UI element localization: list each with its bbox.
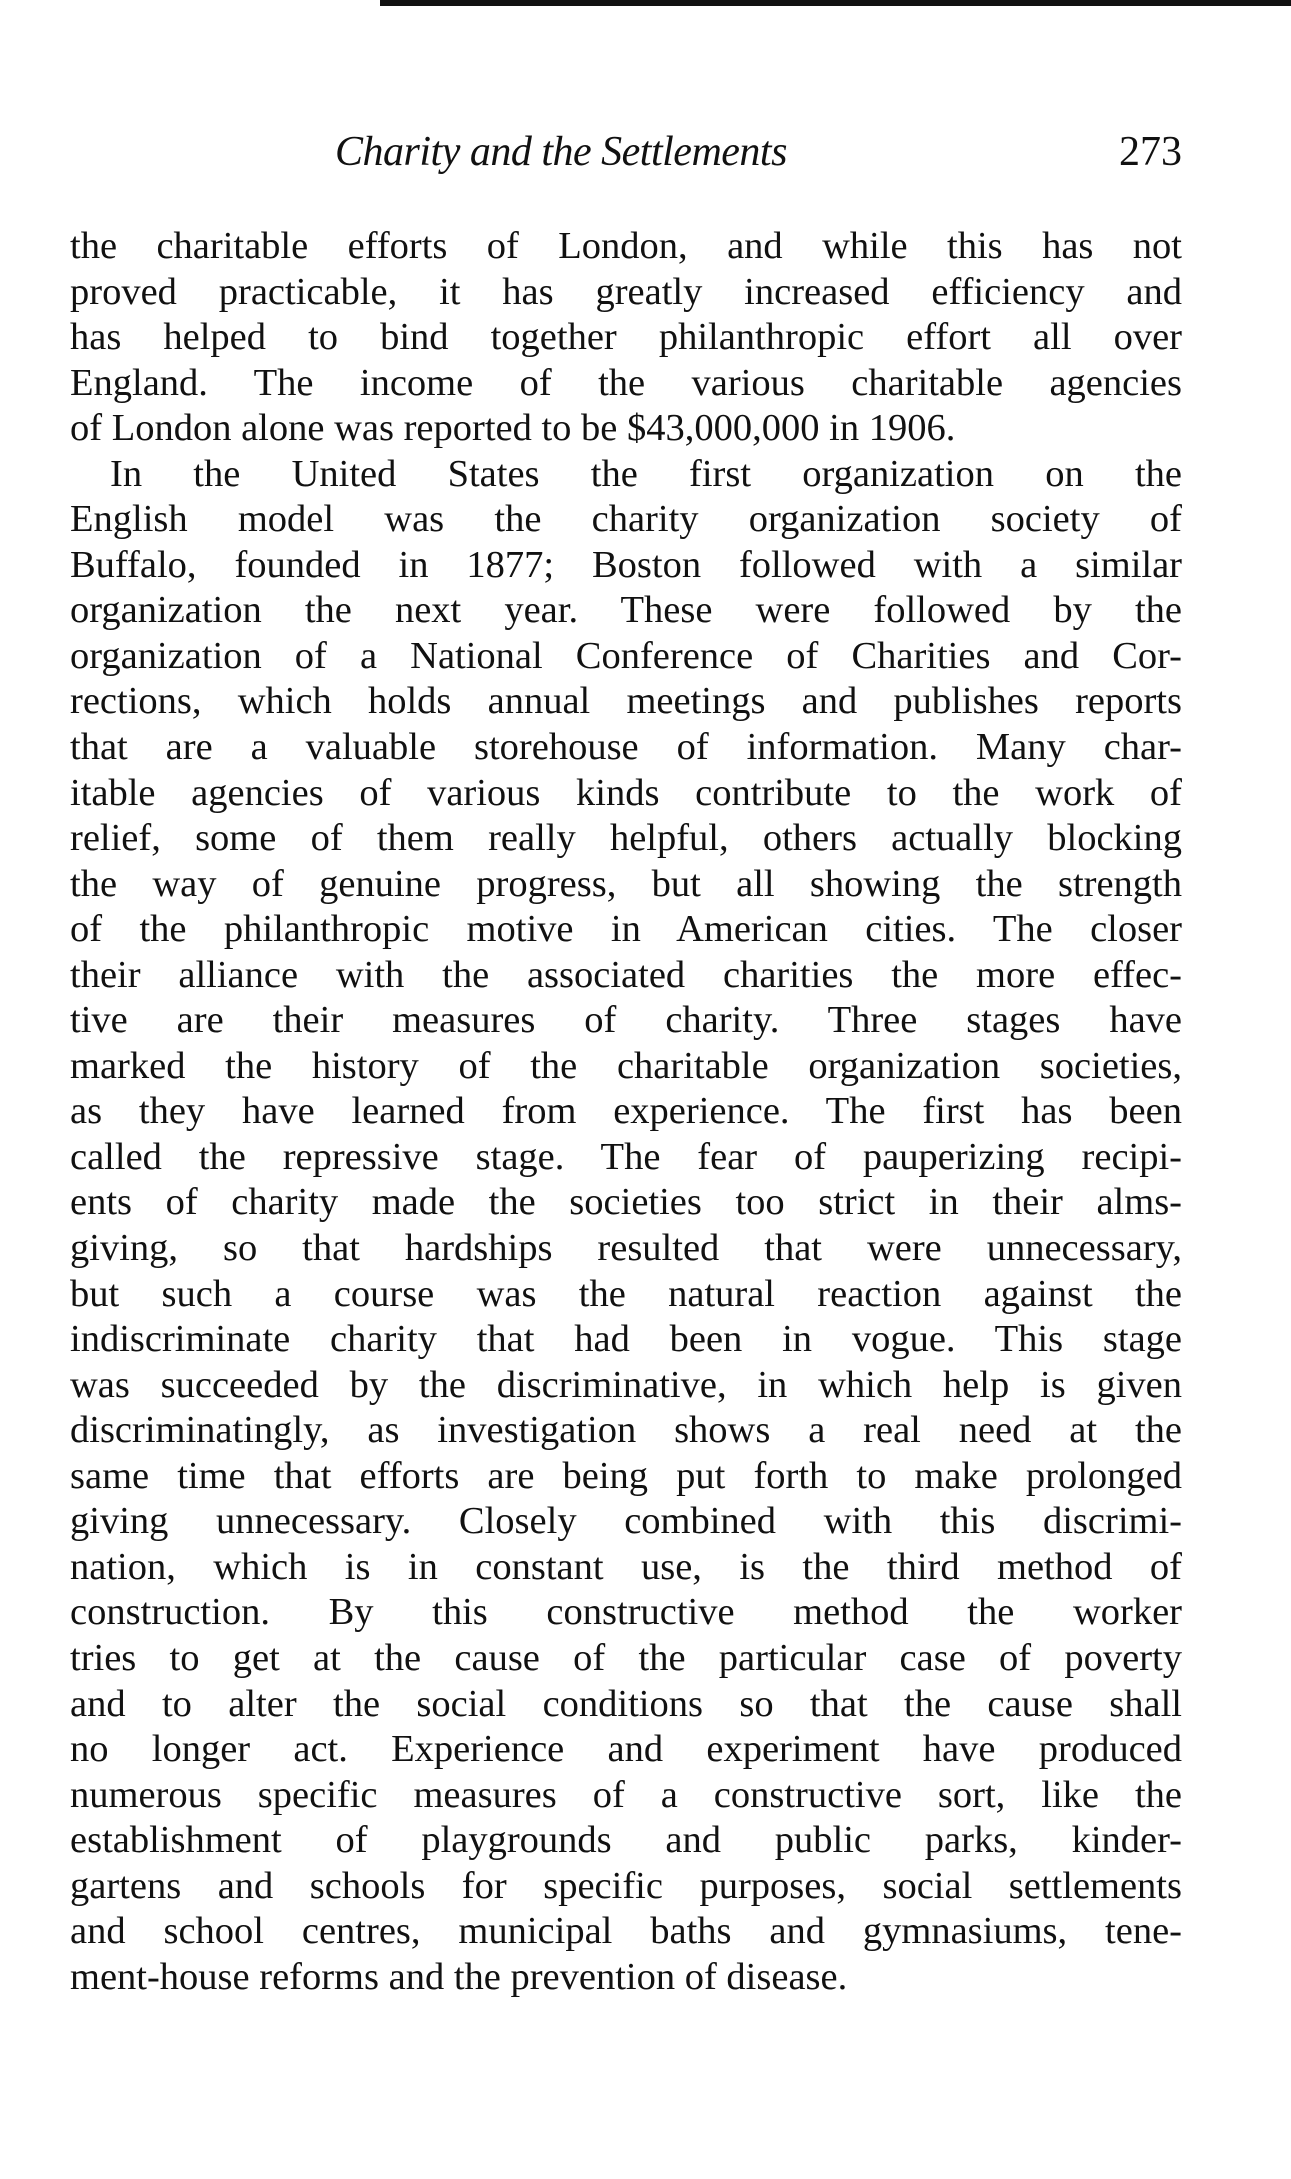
text-line: and to alter the social conditions so that the cause shall [70, 1682, 1182, 1725]
text-line: construction. By this constructive method the worker [70, 1591, 1182, 1634]
running-header [70, 128, 1182, 188]
text-line: tive are their measures of charity. Three stages have [70, 999, 1182, 1042]
text-line: called the repressive stage. The fear of pauperizing recipi- [70, 1135, 1182, 1178]
text-line: organization the next year. These were followed by the [70, 589, 1182, 632]
text-line: was succeeded by the discriminative, in which help is given [70, 1363, 1182, 1406]
text-line: In the United States the first organization on the [110, 452, 1182, 495]
paragraph [70, 224, 1182, 452]
text-line: nation, which is in constant use, is the third method of [70, 1545, 1182, 1588]
text-line: discriminatingly, as investigation shows a real need at the [70, 1409, 1182, 1452]
text-line: no longer act. Experience and experiment have produced [70, 1728, 1182, 1771]
paragraph [70, 452, 1182, 2001]
scan-edge-bar [380, 0, 1291, 6]
text-line: as they have learned from experience. The first has been [70, 1090, 1182, 1133]
text-line: same time that efforts are being put forth to make prolonged [70, 1454, 1182, 1497]
text-line: the way of genuine progress, but all showing the strength [70, 862, 1182, 905]
text-line: ment-house reforms and the prevention of disease. [70, 1955, 848, 1998]
text-line: but such a course was the natural reaction against the [70, 1272, 1182, 1315]
text-line: proved practicable, it has greatly increased efficiency and [70, 270, 1182, 313]
text-line: giving unnecessary. Closely combined with this discrimi- [70, 1500, 1182, 1543]
text-line: Buffalo, founded in 1877; Boston followed with a similar [70, 543, 1182, 586]
text-line: relief, some of them really helpful, others actually blocking [70, 817, 1182, 860]
text-line: English model was the charity organization society of [70, 498, 1182, 541]
text-line: of the philanthropic motive in American cities. The closer [70, 908, 1182, 951]
text-line: the charitable efforts of London, and while this has not [70, 225, 1182, 267]
text-line: marked the history of the charitable organization societies, [70, 1044, 1182, 1087]
text-line: rections, which holds annual meetings and publishes reports [70, 680, 1182, 723]
text-line: tries to get at the cause of the particular case of poverty [70, 1636, 1182, 1679]
text-line: organization of a National Conference of Charities and Cor- [70, 634, 1182, 677]
text-line: that are a valuable storehouse of information. Many char- [70, 726, 1182, 769]
body-text [70, 224, 1182, 2000]
text-line: and school centres, municipal baths and gymnasiums, tene- [70, 1910, 1182, 1953]
page-number: 273 [1119, 129, 1182, 175]
text-line: has helped to bind together philanthropic effort all over [70, 316, 1182, 359]
text-line: indiscriminate charity that had been in vogue. This stage [70, 1318, 1182, 1361]
text-line: ents of charity made the societies too strict in their alms- [70, 1181, 1182, 1224]
text-line: England. The income of the various charitable agencies [70, 361, 1182, 404]
text-line: their alliance with the associated charities the more effec- [70, 953, 1182, 996]
text-line: itable agencies of various kinds contribute to the work of [70, 771, 1182, 814]
text-line: numerous specific measures of a constructive sort, like the [70, 1773, 1182, 1816]
running-title: Charity and the Settlements [335, 129, 787, 175]
text-line: gartens and schools for specific purposes, social settlements [70, 1864, 1182, 1907]
text-line: giving, so that hardships resulted that were unnecessary, [70, 1227, 1182, 1270]
text-line: establishment of playgrounds and public parks, kinder- [70, 1819, 1182, 1862]
text-line: of London alone was reported to be $43,000,000 in 1906. [70, 407, 956, 450]
